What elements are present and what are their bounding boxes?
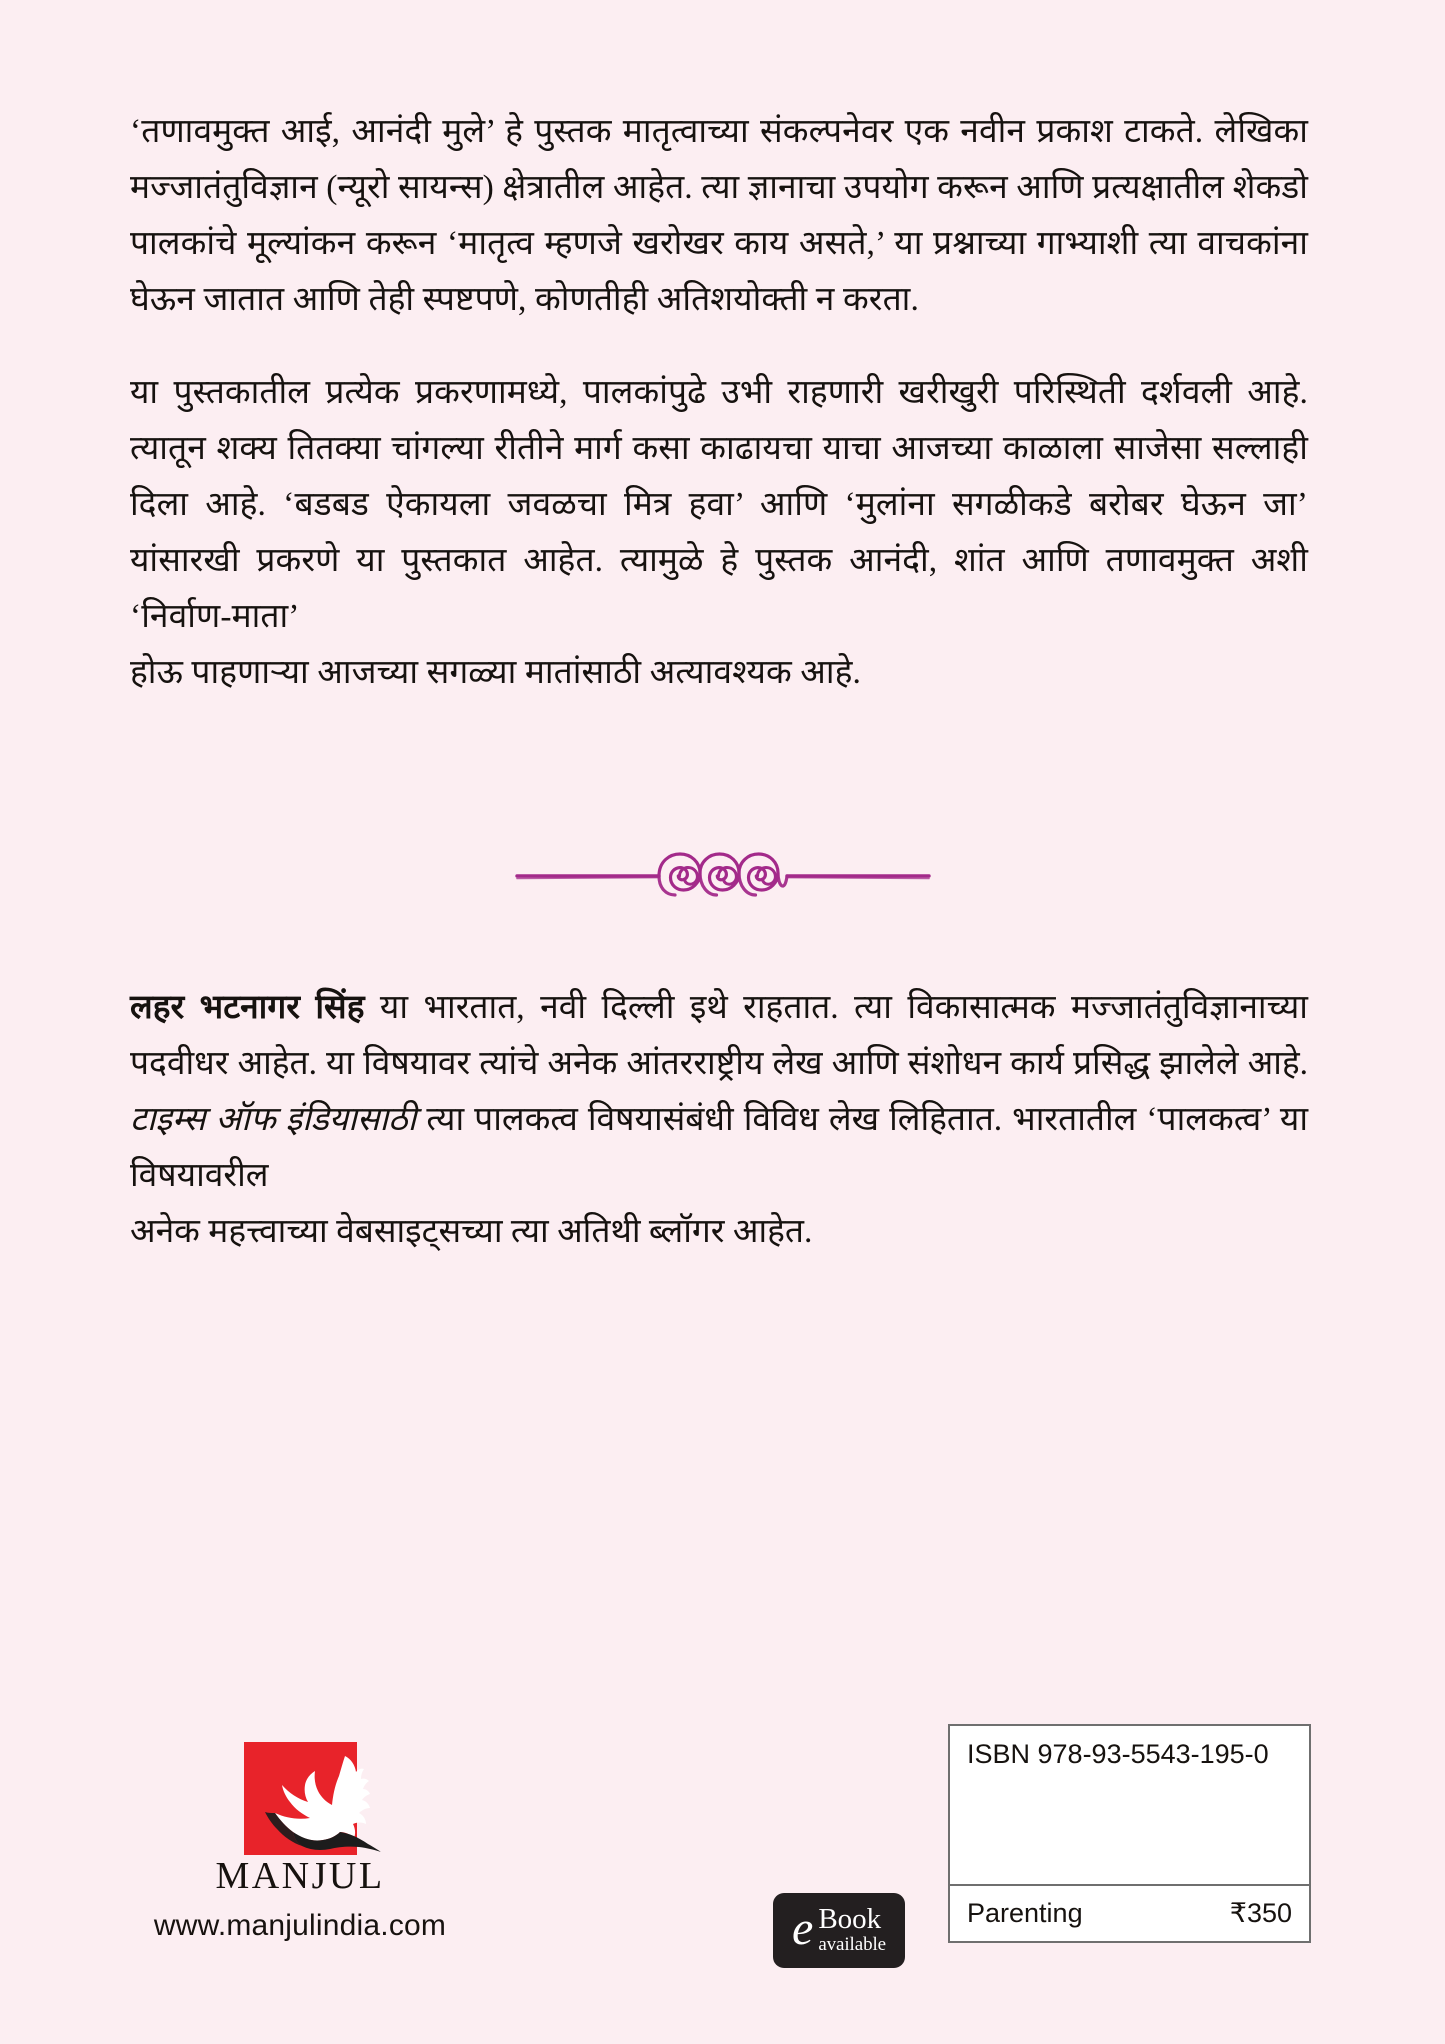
- publisher-logo-mark: [244, 1742, 357, 1855]
- ebook-e-letter: e: [792, 1902, 814, 1956]
- ebook-available-badge: [773, 1893, 905, 1968]
- blurb-paragraph-2: [130, 365, 1308, 701]
- isbn-box-top: [950, 1726, 1309, 1886]
- blurb-paragraph-2-lastline: होऊ पाहणाऱ्या आजच्या सगळ्या मातांसाठी अत्यावश्यक आहे.: [130, 654, 861, 691]
- author-bio-lastline: अनेक महत्त्वाच्या वेबसाइट्सच्या त्या अतिथी ब्लॉगर आहेत.: [130, 1213, 813, 1250]
- author-name: लहर भटनागर सिंह: [130, 989, 365, 1026]
- isbn-number: ISBN 978-93-5543-195-0: [967, 1739, 1269, 1769]
- blurb-paragraph-2-main: या पुस्तकातील प्रत्येक प्रकरणामध्ये, पालकांपुढे उभी राहणारी खरीखुरी परिस्थिती दर्शवली आहे. त्यातून शक्य तितक्या चांगल्या रीतीने मार्ग कसा काढायचा याचा आजच्या काळाला साजेसा सल्लाही दिला आहे. ‘बडबड ऐकायला जवळचा मित्र हवा’ आणि ‘मुलांना सगळीकडे बरोबर घेऊन जा’ यांसारखी प्रकरणे या पुस्तकात आहेत. त्यामुळे हे पुस्तक आनंदी, शांत आणि तणावमुक्त अशी ‘निर्वाण-माता’: [130, 374, 1308, 635]
- author-bio-segment-1: या भारतात, नवी दिल्ली इथे राहतात. त्या विकासात्मक मज्जातंतुविज्ञानाच्या पदवीधर आहेत. या विषयावर त्यांचे अनेक आंतरराष्ट्रीय लेख आणि संशोधन कार्य प्रसिद्ध झालेले आहे.: [130, 989, 1308, 1082]
- footer: [0, 1724, 1445, 2044]
- author-bio-section: [130, 980, 1308, 1260]
- book-category: Parenting: [967, 1898, 1083, 1928]
- author-bio-segment-2: त्या पालकत्व विषयासंबंधी विविध लेख लिहितात. भारतातील ‘पालकत्व’ या विषयावरील: [130, 1101, 1308, 1194]
- flying-bird-logo-icon: [250, 1750, 382, 1854]
- book-price: ₹350: [1229, 1898, 1292, 1928]
- scroll-flourish-divider-icon: [513, 848, 933, 902]
- blurb-paragraph-1: ‘तणावमुक्त आई, आनंदी मुले’ हे पुस्तक मातृत्वाच्या संकल्पनेवर एक नवीन प्रकाश टाकते. लेखिका मज्जातंतुविज्ञान (न्यूरो सायन्स) क्षेत्रातील आहेत. त्या ज्ञानाचा उपयोग करून आणि प्रत्यक्षातील शेकडो पालकांचे मूल्यांकन करून ‘मातृत्व म्हणजे खरोखर काय असते,’ या प्रश्नाच्या गाभ्याशी त्या वाचकांना घेऊन जातात आणि तेही स्पष्टपणे, कोणतीही अतिशयोक्ती न करता.: [130, 113, 1308, 318]
- isbn-box-bottom: [950, 1886, 1309, 1941]
- author-bio-paragraph: [130, 980, 1308, 1260]
- ebook-badge-text: [818, 1905, 886, 1955]
- ebook-badge-line-1: Book: [818, 1903, 882, 1936]
- author-bio-publication: टाइम्स ऑफ इंडियासाठी: [130, 1101, 417, 1138]
- section-divider: [0, 838, 1445, 912]
- blurb-section: [130, 104, 1308, 701]
- publisher-block: [135, 1742, 465, 1943]
- ebook-badge-line-2: available: [818, 1934, 886, 1956]
- publisher-website[interactable]: www.manjulindia.com: [153, 1908, 447, 1942]
- isbn-box: [948, 1724, 1311, 1943]
- publisher-name: MANJUL: [215, 1855, 385, 1897]
